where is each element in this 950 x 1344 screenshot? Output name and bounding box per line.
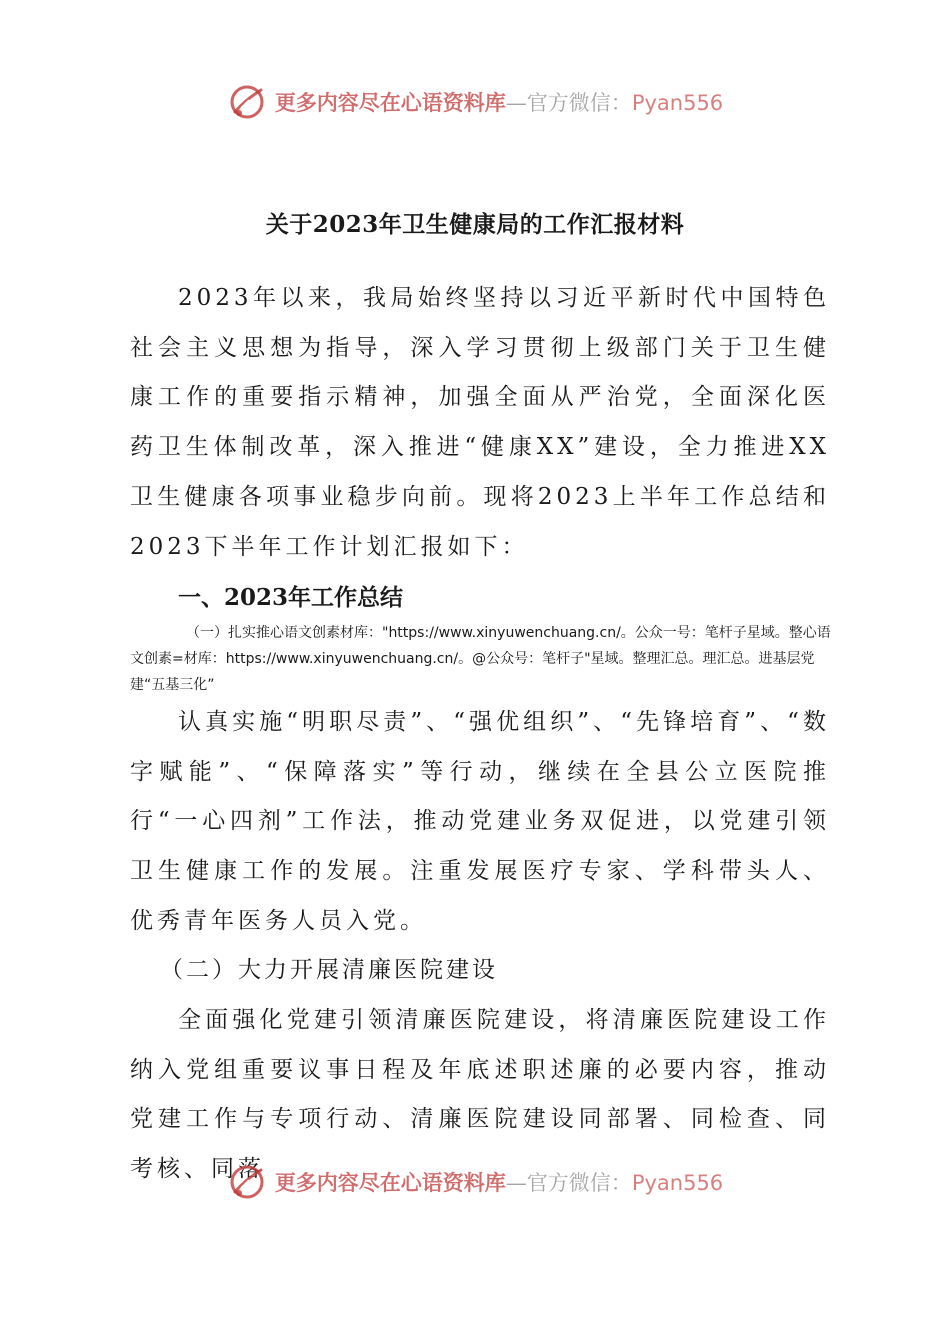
banner-separator: —	[505, 91, 527, 115]
brand-logo-icon	[227, 82, 267, 122]
footer-banner	[0, 1160, 950, 1204]
banner-main-text: 更多内容尽在心语资料库	[274, 90, 506, 115]
banner-text	[275, 1167, 723, 1197]
banner-separator: —	[505, 1171, 527, 1195]
banner-wechat-id: Pyan556	[631, 91, 724, 115]
banner-main-text: 更多内容尽在心语资料库	[274, 1170, 506, 1195]
subsection-two-heading: （二）大力开展清廉医院建设	[160, 957, 498, 983]
body-paragraph-1: 认真实施“明职尽责”、“强优组织”、“先锋培育”、“数字赋能”、“保障落实”等行动，继续在全县公立医院推行“一心四剂”工作法，推动党建业务双促进，以党建引领卫生健康工作的发展。注重发展医疗专家、学科带头人、优秀青年医务人员入党。	[130, 709, 830, 934]
banner-label: 官方微信：	[526, 1171, 632, 1195]
document-title: 关于2023年卫生健康局的工作汇报材料	[265, 211, 685, 238]
brand-logo-icon	[227, 1162, 267, 1202]
subsection-one-text: （一）扎实推心语文创素材库："https://www.xinyuwenchuang.cn/。公众一号：笔杆子星域。整心语文创素=材库：https://www.xinyuwenchuang.cn/。@公众号：笔杆子"星域。整理汇总。理汇总。进基层党建“五基三化”	[130, 625, 831, 693]
banner-text	[275, 87, 723, 117]
section-heading: 一、2023年工作总结	[178, 584, 404, 611]
header-banner	[0, 80, 950, 124]
intro-paragraph: 2023年以来，我局始终坚持以习近平新时代中国特色社会主义思想为指导，深入学习贯彻上级部门关于卫生健康工作的重要指示精神，加强全面从严治党，全面深化医药卫生体制改革，深入推进“健康XX”建设，全力推进XX卫生健康各项事业稳步向前。现将2023上半年工作总结和2023下半年工作计划汇报如下：	[130, 285, 830, 560]
banner-wechat-id: Pyan556	[631, 1171, 724, 1195]
banner-label: 官方微信：	[526, 91, 632, 115]
body-paragraph-2: 全面强化党建引领清廉医院建设，将清廉医院建设工作纳入党组重要议事日程及年底述职述廉的必要内容，推动党建工作与专项行动、清廉医院建设同部署、同检查、同考核、同落	[130, 1007, 830, 1183]
